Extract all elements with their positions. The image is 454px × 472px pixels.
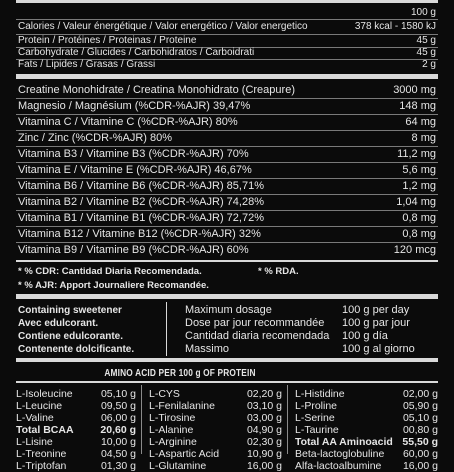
active-row-label: Vitamina B3 / Vitamine B3 (%CDR-%AJR) 70% xyxy=(18,148,249,160)
dosage-value: 100 g par jour xyxy=(342,317,410,329)
sweetener-divider xyxy=(166,302,167,356)
active-row-label: Vitamina B6 / Vitamine B6 (%CDR-%AJR) 85,71% xyxy=(18,180,264,192)
amino-value: 01,30 g xyxy=(100,460,136,472)
active-row-divider xyxy=(16,114,438,115)
amino-name: L-Lisine xyxy=(16,436,53,448)
active-row-label: Creatine Monohidrate / Creatina Monohidrato (Creapure) xyxy=(18,84,295,96)
active-row-value: 1,04 mg xyxy=(396,196,436,208)
dosage-label: Massimo xyxy=(185,343,230,355)
amino-value: 05,90 g xyxy=(402,400,438,412)
active-row-label: Magnesio / Magnésium (%CDR-%AJR) 39,47% xyxy=(18,100,251,112)
dosage-label: Dose par jour recommandée xyxy=(185,317,325,329)
amino-name: L-Treonine xyxy=(16,448,67,460)
note-rda: * % RDA. xyxy=(258,266,299,277)
amino-value: 09,50 g xyxy=(100,400,136,412)
active-row-label: Vitamina B1 / Vitamine B1 (%CDR-%AJR) 72,72% xyxy=(18,212,264,224)
amino-value: 05,10 g xyxy=(100,388,136,400)
amino-name: L-CYS xyxy=(149,388,180,400)
amino-name-total: Total BCAA xyxy=(16,424,74,436)
dosage-value: 100 g al giorno xyxy=(342,343,415,355)
active-row-value: 64 mg xyxy=(405,116,436,128)
amino-name: L-Triptofan xyxy=(16,460,67,472)
active-row-divider xyxy=(16,162,438,163)
amino-name: Alfa-lactoalbumine xyxy=(295,460,382,472)
active-row-label: Vitamina E / Vitamine E (%CDR-%AJR) 46,67% xyxy=(18,164,252,176)
nutrition-row-label: Calories / Valeur énergétique / Valor energético / Valor energetico xyxy=(18,21,308,32)
amino-name: L-Taurine xyxy=(295,424,339,436)
amino-value: 16,00 g xyxy=(246,460,282,472)
amino-name: L-Leucine xyxy=(16,400,63,412)
active-row-divider xyxy=(16,98,438,99)
amino-value: 02,30 g xyxy=(246,436,282,448)
active-row-value: 3000 mg xyxy=(393,84,436,96)
amino-name: L-Aspartic Acid xyxy=(149,448,220,460)
active-row-divider xyxy=(16,178,438,179)
amino-name: L-Proline xyxy=(295,400,338,412)
active-row-divider xyxy=(16,146,438,147)
amino-value-total: 20,60 g xyxy=(100,424,136,436)
amino-value: 06,00 g xyxy=(100,412,136,424)
active-row-value: 120 mcg xyxy=(393,244,436,256)
actives-bottom-rule xyxy=(16,260,438,262)
amino-name: L-Glutamine xyxy=(149,460,207,472)
amino-col-divider xyxy=(287,385,288,454)
amino-value: 02,00 g xyxy=(402,388,438,400)
active-row-label: Zinc / Zinc (%CDR-%AJR) 80% xyxy=(18,132,173,144)
amino-title-visible: AMINO ACID PER 100 g OF PROTEIN xyxy=(104,367,256,379)
amino-value: 10,00 g xyxy=(100,436,136,448)
dosage-value: 100 g per day xyxy=(342,304,410,316)
active-row-label: Vitamina B9 / Vitamine B9 (%CDR-%AJR) 60% xyxy=(18,244,249,256)
amino-name: L-Alanine xyxy=(149,424,194,436)
sweetener-line: Contiene edulcorante. xyxy=(18,331,124,342)
amino-name: L-Fenilalanine xyxy=(149,400,215,412)
active-row-value: 148 mg xyxy=(399,100,436,112)
amino-value-total: 55,50 g xyxy=(402,436,438,448)
nutrition-header-divider xyxy=(16,19,438,20)
note-ajr: * % AJR: Apport Journaliere Recomandée. xyxy=(18,280,209,291)
active-row-label: Vitamina B2 / Vitamine B2 (%CDR-%AJR) 74,28% xyxy=(18,196,264,208)
top-rule xyxy=(16,0,438,3)
per-100g-label: 100 g xyxy=(410,7,436,18)
nutrition-row-label: Carbohydrate / Glucides / Carbohidratos / Carboidrati xyxy=(18,47,255,58)
amino-col-divider xyxy=(141,385,142,454)
amino-title-divider xyxy=(16,381,438,383)
dosage-label: Maximum dosage xyxy=(185,304,272,316)
sweetener-line: Containing sweetener xyxy=(18,305,122,316)
active-row-value: 8 mg xyxy=(411,132,436,144)
active-row-divider xyxy=(16,210,438,211)
amino-value: 02,20 g xyxy=(246,388,282,400)
active-row-value: 0,8 mg xyxy=(402,212,436,224)
amino-name: L-Tirosine xyxy=(149,412,196,424)
amino-name: L-Serine xyxy=(295,412,335,424)
active-row-label: Vitamina C / Vitamine C (%CDR-%AJR) 80% xyxy=(18,116,238,128)
amino-value: 10,90 g xyxy=(246,448,282,460)
nutrition-row-value: 2 g xyxy=(422,59,436,70)
amino-value: 04,90 g xyxy=(246,424,282,436)
sweetener-line: Contenente dolcificante. xyxy=(18,344,135,355)
note-cdr: * % CDR: Cantidad Diaria Recomendada. xyxy=(18,266,202,277)
nutrition-row-value: 378 kcal - 1580 kJ xyxy=(354,21,436,32)
amino-value: 60,00 g xyxy=(402,448,438,460)
dosage-value: 100 g día xyxy=(342,330,388,342)
amino-value: 03,10 g xyxy=(246,400,282,412)
amino-name: L-Isoleucine xyxy=(16,388,73,400)
nutrition-row-value: 45 g xyxy=(416,35,436,46)
amino-name: Beta-lactoglobuline xyxy=(295,448,385,460)
active-row-divider xyxy=(16,130,438,131)
active-row-value: 0,8 mg xyxy=(402,228,436,240)
amino-name-total: Total AA Aminoacid xyxy=(295,436,393,448)
nutrition-bottom-rule xyxy=(16,74,438,79)
nutrition-row-label: Protein / Protéines / Proteinas / Proteine xyxy=(18,35,197,46)
active-row-divider xyxy=(16,194,438,195)
active-row-divider xyxy=(16,226,438,227)
nutrition-row-label: Fats / Lipides / Grasas / Grassi xyxy=(18,59,156,70)
active-row-divider xyxy=(16,242,438,243)
amino-value: 16,00 g xyxy=(402,460,438,472)
active-row-value: 11,2 mg xyxy=(397,148,436,160)
amino-value: 03,00 g xyxy=(246,412,282,424)
amino-name: L-Arginine xyxy=(149,436,197,448)
nutrition-row-value: 45 g xyxy=(416,47,436,58)
amino-name: L-Histidine xyxy=(295,388,345,400)
amino-name: L-Valine xyxy=(16,412,54,424)
dosage-bottom-rule xyxy=(16,358,438,362)
amino-value: 04,50 g xyxy=(100,448,136,460)
active-row-label: Vitamina B12 / Vitamine B12 (%CDR-%AJR) 32% xyxy=(18,228,261,240)
active-row-value: 1,2 mg xyxy=(402,180,436,192)
notes-bottom-rule xyxy=(16,294,438,299)
amino-value: 05,10 g xyxy=(402,412,438,424)
amino-value: 00,80 g xyxy=(402,424,438,436)
dosage-label: Cantidad diaria recomendada xyxy=(185,330,330,342)
active-row-value: 5,6 mg xyxy=(402,164,436,176)
sweetener-line: Avec edulcorant. xyxy=(18,318,99,329)
